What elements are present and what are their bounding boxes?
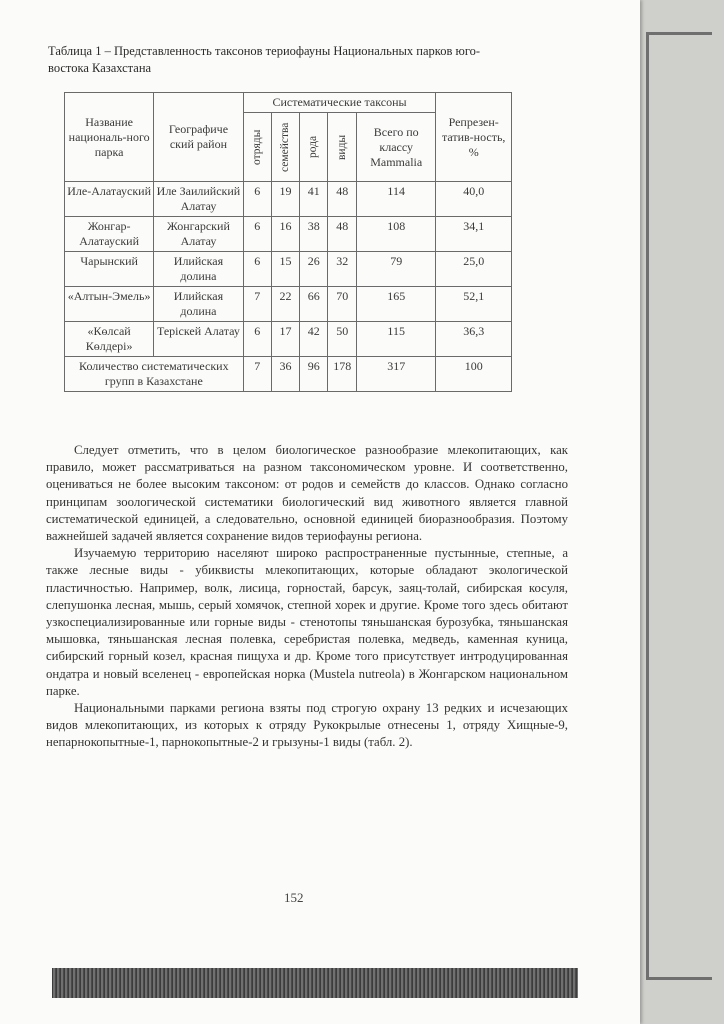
caption-line-2: востока Казахстана (48, 61, 152, 75)
page-number: 152 (284, 890, 304, 905)
paragraph: Национальными парками региона взяты под строгую охрану 13 редких и исчезающих видов млекопитающих, из которых к отряду Рукокрылые отнесены 1, отряду Хищные-9, непарнокопытные-1, парнокопытные-2 и грызуны-1 виды (табл. 2). (46, 701, 568, 750)
genera-value: 66 (300, 287, 328, 322)
park-name: Жонгар-Алатауский (65, 217, 154, 252)
table-row (65, 182, 512, 217)
total-value: 79 (357, 252, 436, 287)
orders-value: 6 (243, 322, 271, 357)
genera-value: 38 (300, 217, 328, 252)
total-value: 115 (357, 322, 436, 357)
orders-value: 6 (243, 182, 271, 217)
header-region: Географиче ский район (154, 93, 243, 182)
region: Илийская долина (154, 252, 243, 287)
genera-value: 26 (300, 252, 328, 287)
header-families: семейства (271, 113, 299, 182)
rep-value: 40,0 (436, 182, 512, 217)
total-value: 317 (357, 357, 436, 392)
genera-value: 41 (300, 182, 328, 217)
park-name: Иле-Алатауский (65, 182, 154, 217)
rep-value: 25,0 (436, 252, 512, 287)
header-park-name: Название националь-ного парка (65, 93, 154, 182)
table-row (65, 217, 512, 252)
genera-value: 96 (300, 357, 328, 392)
families-value: 22 (271, 287, 299, 322)
paragraph: Следует отметить, что в целом биологическое разнообразие млекопитающих, как правило, может рассматриваться на разном таксономическом уровне. И соответственно, оцениваться не более высоким таксоном: от родов и семейств до классов. Однако согласно принципам зоологической систематики биологический вид животного является главной систематической единицей, а следовательно, основной единицей биоразнообразия. Поэтому важнейшей задачей является сохранение видов териофауны региона. (46, 443, 568, 544)
region: Илийская долина (154, 287, 243, 322)
species-value: 178 (328, 357, 357, 392)
table-row (65, 287, 512, 322)
families-value: 36 (271, 357, 299, 392)
orders-value: 6 (243, 217, 271, 252)
header-systematic-taxa: Систематические таксоны (243, 93, 436, 113)
total-value: 108 (357, 217, 436, 252)
table-row (65, 252, 512, 287)
families-value: 15 (271, 252, 299, 287)
orders-value: 7 (243, 357, 271, 392)
header-genera: рода (300, 113, 328, 182)
total-label: Количество систематических групп в Казахстане (65, 357, 244, 392)
orders-value: 6 (243, 252, 271, 287)
table-caption (48, 43, 568, 77)
header-species: виды (328, 113, 357, 182)
header-orders: отряды (243, 113, 271, 182)
region: Иле Заилийский Алатау (154, 182, 243, 217)
paragraph: Изучаемую территорию населяют широко распространенные пустынные, степные, а также лесные виды - убиквисты млекопитающих, которые обладают экологической пластичностью. Например, волк, лисица, горностай, барсук, заяц-толай, сибирская косуля, слепушонка лесная, мышь, серый хомячок, степной хорек и другие. Кроме того здесь обитают узкоспециализированные или горные виды - стенотопы тяньшанская бурозубка, тяньшанская мышовка, тяньшанская лесная полевка, серебристая полевка, медведь, каменная куница, сибирский горный козел, красная пищуха и др. Кроме того присутствует интродуцированная ондатра и новый вселенец - европейская норка (Mustela nutreola) в Жонгарском национальном парке. (46, 546, 568, 698)
rep-value: 36,3 (436, 322, 512, 357)
adjacent-page-frame (646, 32, 712, 980)
table-total-row (65, 357, 512, 392)
rep-value: 52,1 (436, 287, 512, 322)
families-value: 17 (271, 322, 299, 357)
species-value: 48 (328, 182, 357, 217)
families-value: 19 (271, 182, 299, 217)
table-row (65, 322, 512, 357)
caption-line-1: Таблица 1 – Представленность таксонов териофауны Национальных парков юго- (48, 44, 481, 58)
species-value: 70 (328, 287, 357, 322)
scan-edge-bar (52, 968, 578, 998)
species-value: 48 (328, 217, 357, 252)
total-value: 165 (357, 287, 436, 322)
rep-value: 34,1 (436, 217, 512, 252)
header-representativeness: Репрезен-татив-ность, % (436, 93, 512, 182)
body-text (46, 442, 568, 752)
families-value: 16 (271, 217, 299, 252)
region: Терiскей Алатау (154, 322, 243, 357)
park-name: «Алтын-Эмель» (65, 287, 154, 322)
species-value: 32 (328, 252, 357, 287)
park-name: «Көлсай Көлдері» (65, 322, 154, 357)
species-value: 50 (328, 322, 357, 357)
rep-value: 100 (436, 357, 512, 392)
region: Жонгарский Алатау (154, 217, 243, 252)
total-value: 114 (357, 182, 436, 217)
header-total-mammalia: Всего по классу Mammalia (357, 113, 436, 182)
genera-value: 42 (300, 322, 328, 357)
park-name: Чарынский (65, 252, 154, 287)
orders-value: 7 (243, 287, 271, 322)
taxa-table (64, 92, 512, 392)
